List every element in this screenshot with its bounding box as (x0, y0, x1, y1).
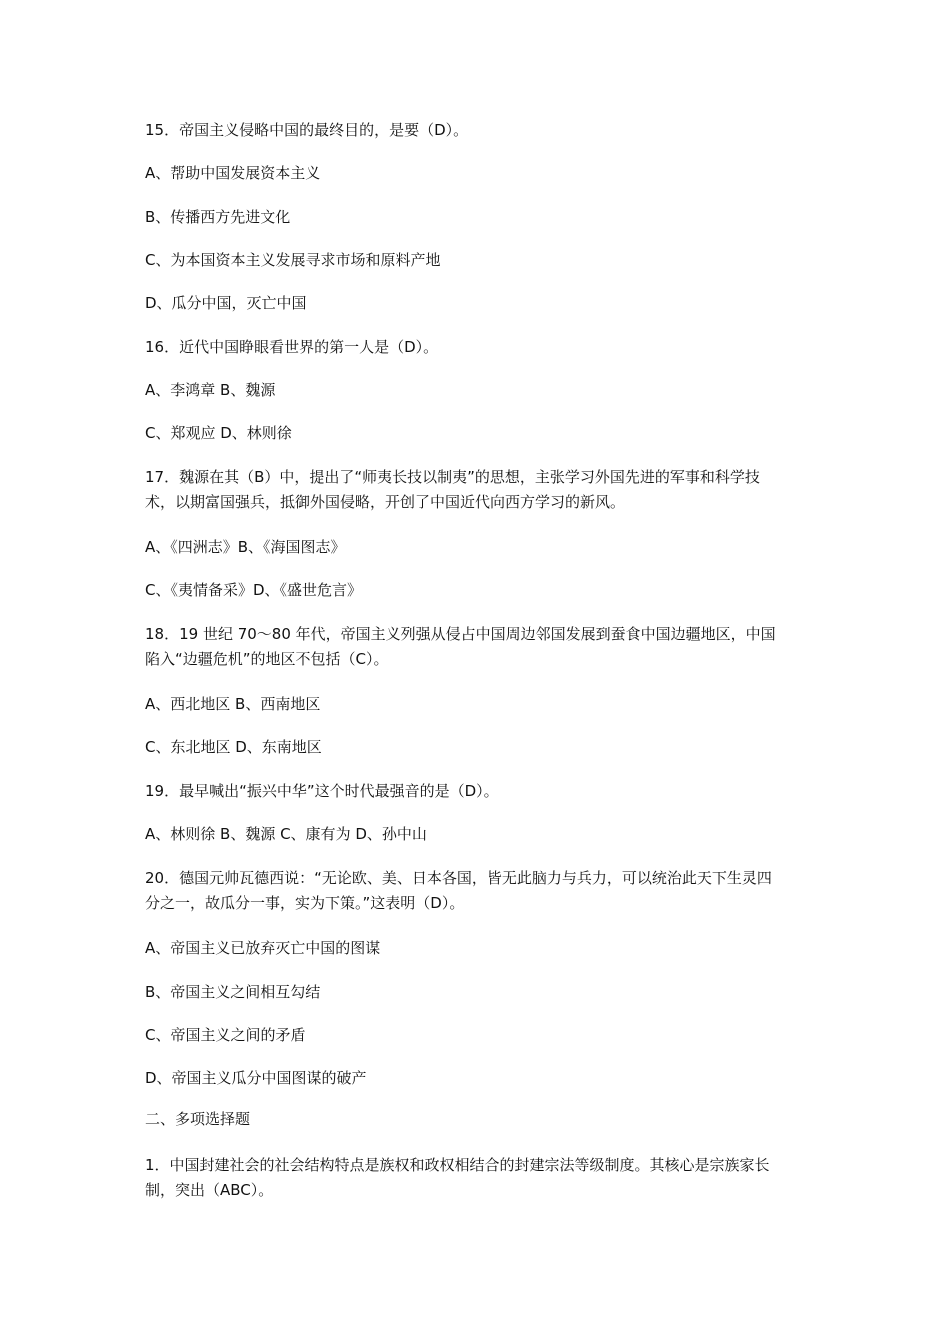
question-18-line-1: 18．19 世纪 70～80 年代，帝国主义列强从侵占中国周边邻国发展到蚕食中国边疆地区，中国 (145, 625, 776, 643)
q15-option-b: B、传播西方先进文化 (145, 208, 291, 226)
question-18-line-2: 陷入“边疆危机”的地区不包括（C）。 (145, 650, 389, 668)
q18-options-ab: A、西北地区 B、西南地区 (145, 695, 321, 713)
q15-option-d: D、瓜分中国，灭亡中国 (145, 294, 307, 312)
q16-options-cd: C、郑观应 D、林则徐 (145, 424, 292, 442)
section-heading-multiple-choice: 二、多项选择题 (145, 1110, 251, 1128)
mc-question-1-line-1: 1．中国封建社会的社会结构特点是族权和政权相结合的封建宗法等级制度。其核心是宗族家长 (145, 1156, 770, 1174)
q20-option-b: B、帝国主义之间相互勾结 (145, 983, 321, 1001)
q20-option-c: C、帝国主义之间的矛盾 (145, 1026, 306, 1044)
question-17-line-1: 17．魏源在其（B）中，提出了“师夷长技以制夷”的思想，主张学习外国先进的军事和科学技 (145, 468, 760, 486)
question-17-line-2: 术，以期富国强兵，抵御外国侵略，开创了中国近代向西方学习的新风。 (145, 493, 626, 511)
question-19: 19．最早喊出“振兴中华”这个时代最强音的是（D）。 (145, 782, 499, 800)
q20-option-a: A、帝国主义已放弃灭亡中国的图谋 (145, 939, 381, 957)
q20-option-d: D、帝国主义瓜分中国图谋的破产 (145, 1069, 367, 1087)
q17-options-cd: C、《夷情备采》D、《盛世危言》 (145, 581, 363, 599)
q19-options: A、林则徐 B、魏源 C、康有为 D、孙中山 (145, 825, 427, 843)
q15-option-c: C、为本国资本主义发展寻求市场和原料产地 (145, 251, 441, 269)
q18-options-cd: C、东北地区 D、东南地区 (145, 738, 322, 756)
q16-options-ab: A、李鸿章 B、魏源 (145, 381, 276, 399)
question-20-line-1: 20．德国元帅瓦德西说：“无论欧、美、日本各国，皆无此脑力与兵力，可以统治此天下生灵四 (145, 869, 772, 887)
mc-question-1-line-2: 制，突出（ABC）。 (145, 1181, 274, 1199)
question-20-line-2: 分之一，故瓜分一事，实为下策。”这表明（D）。 (145, 894, 465, 912)
q17-options-ab: A、《四洲志》B、《海国图志》 (145, 538, 346, 556)
question-15: 15．帝国主义侵略中国的最终目的，是要（D）。 (145, 121, 469, 139)
q15-option-a: A、帮助中国发展资本主义 (145, 164, 321, 182)
question-16: 16．近代中国睁眼看世界的第一人是（D）。 (145, 338, 439, 356)
